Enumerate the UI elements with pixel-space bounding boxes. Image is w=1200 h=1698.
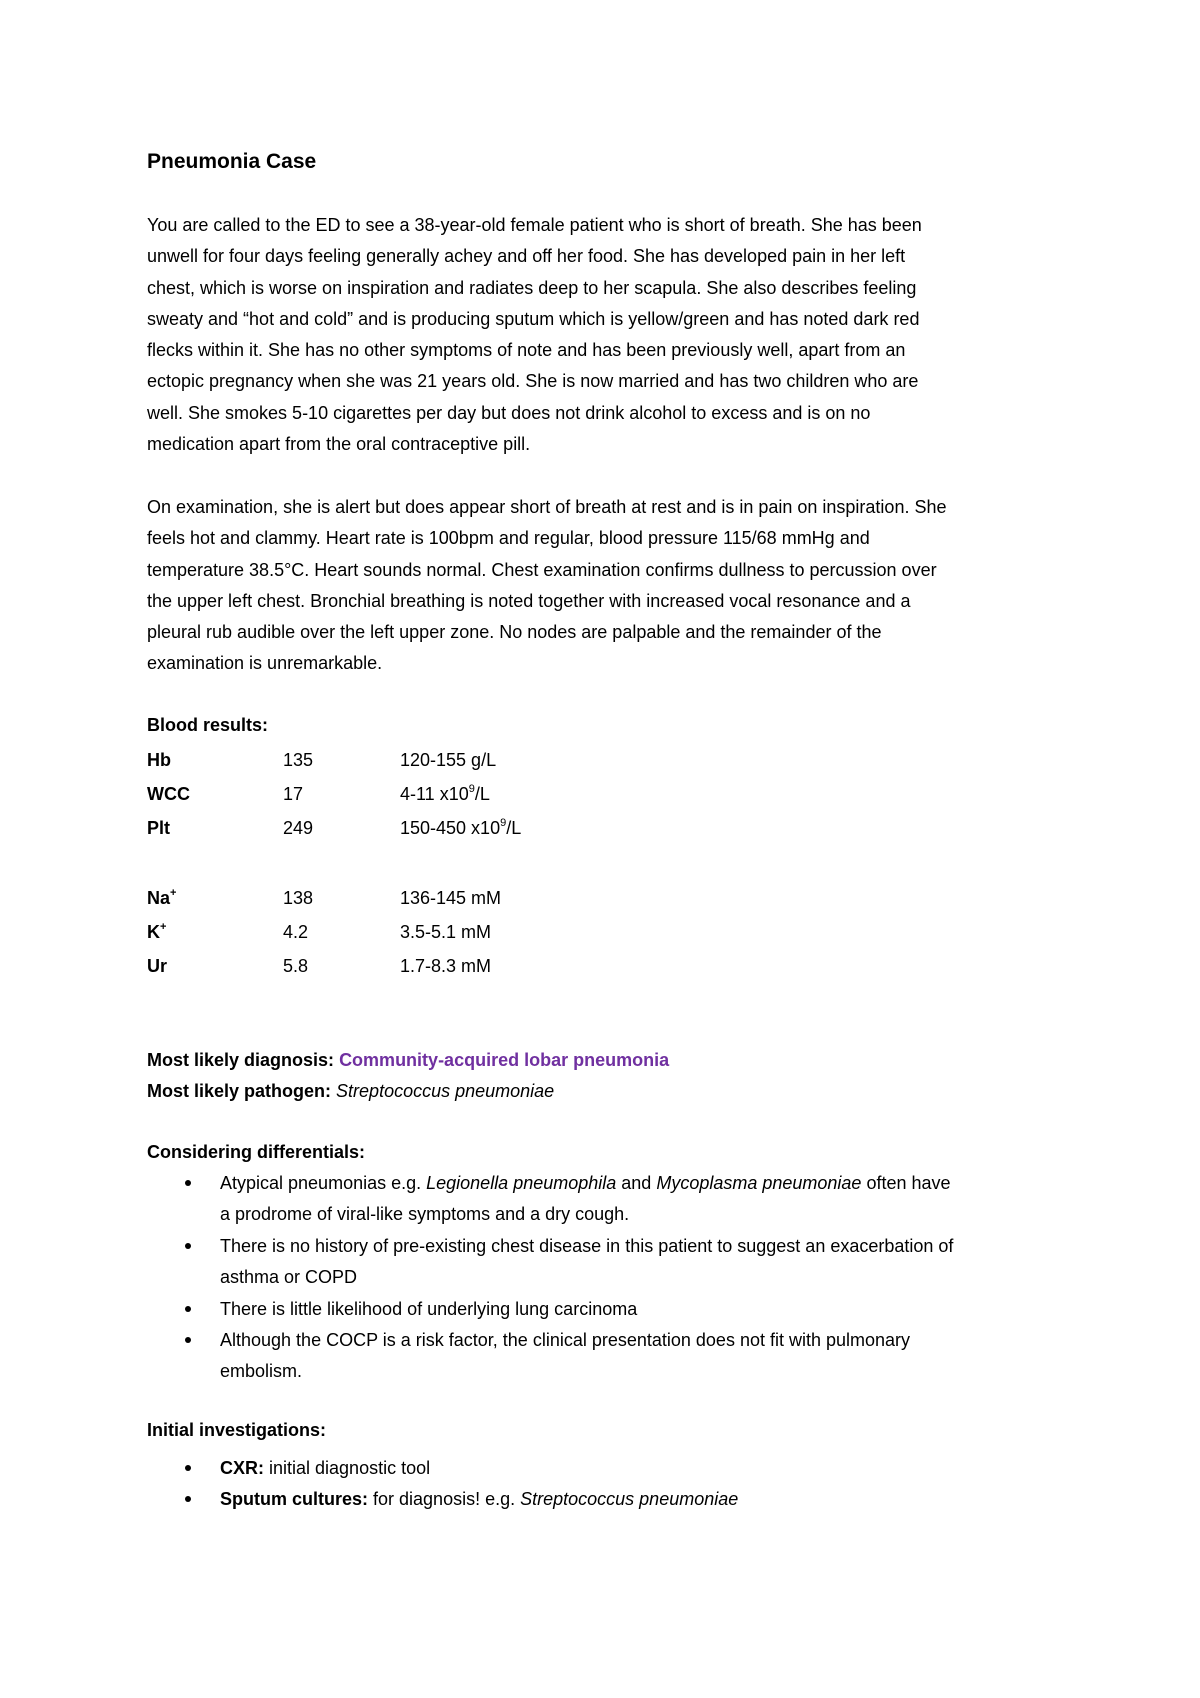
test-name: Ur	[147, 956, 168, 976]
case-history-paragraph	[147, 210, 1077, 460]
diagnosis-line	[147, 1050, 669, 1071]
reference-range: 136-145 mM	[400, 888, 502, 908]
investigations-heading: Initial investigations:	[147, 1420, 327, 1440]
test-value: 4.2	[283, 922, 309, 942]
test-value: 17	[283, 784, 304, 804]
list-item-text: CXR: initial diagnostic tool	[220, 1458, 431, 1478]
blood-results-heading: Blood results:	[147, 715, 269, 735]
paragraph-line: well. She smokes 5-10 cigarettes per day but does not drink alcohol to excess and is on no	[147, 402, 871, 423]
paragraph-line: feels hot and clammy. Heart rate is 100bpm and regular, blood pressure 115/68 mmHg and	[147, 528, 870, 549]
paragraph-line: On examination, she is alert but does appear short of breath at rest and is in pain on inspiration. She	[147, 497, 947, 517]
paragraph-line: medication apart from the oral contraceptive pill.	[147, 434, 531, 455]
bullet-icon	[185, 1243, 191, 1249]
paragraph-line: You are called to the ED to see a 38-year-old female patient who is short of breath. She has been	[147, 215, 922, 235]
list-item-text: embolism.	[220, 1361, 303, 1381]
paragraph-line: ectopic pregnancy when she was 21 years old. She is now married and has two children who are	[147, 371, 919, 392]
bullet-icon	[185, 1180, 191, 1186]
paragraph-line: sweaty and “hot and cold” and is producing sputum which is yellow/green and has noted dark red	[147, 308, 920, 329]
bullet-icon	[185, 1496, 191, 1502]
list-item-text: Atypical pneumonias e.g. Legionella pneumophila and Mycoplasma pneumoniae often have	[220, 1173, 951, 1193]
bullet-icon	[185, 1306, 191, 1312]
reference-range: 3.5-5.1 mM	[400, 922, 492, 942]
list-item-text: a prodrome of viral-like symptoms and a dry cough.	[220, 1204, 630, 1224]
paragraph-line: pleural rub audible over the left upper zone. No nodes are palpable and the remainder of the	[147, 622, 882, 643]
test-value: 135	[283, 750, 314, 770]
differentials-heading: Considering differentials:	[147, 1142, 366, 1162]
paragraph-line: examination is unremarkable.	[147, 653, 383, 674]
bullet-icon	[185, 1465, 191, 1471]
paragraph-line: the upper left chest. Bronchial breathing is noted together with increased vocal resonance and a	[147, 590, 911, 611]
test-name: Hb	[147, 750, 171, 770]
list-item-text: asthma or COPD	[220, 1267, 358, 1287]
examination-paragraph	[147, 492, 1077, 680]
pathogen-line	[147, 1081, 554, 1102]
paragraph-line: chest, which is worse on inspiration and radiates deep to her scapula. She also describes feeling	[147, 277, 917, 298]
list-item-text: Although the COCP is a risk factor, the clinical presentation does not fit with pulmonary	[220, 1330, 911, 1350]
reference-range: 4-11 $x10^9/L$	[400, 783, 490, 804]
list-item-text: Sputum cultures: for diagnosis! e.g. Streptococcus pneumoniae	[220, 1489, 739, 1509]
test-name: Na+	[147, 887, 177, 908]
paragraph-line: temperature 38.5°C. Heart sounds normal. Chest examination confirms dullness to percussion over	[147, 559, 937, 580]
list-item-text: There is little likelihood of underlying lung carcinoma	[220, 1299, 638, 1319]
reference-range: 150-450 $x10^9/L$	[400, 817, 522, 838]
test-name: Plt	[147, 818, 171, 838]
test-value: 249	[283, 818, 314, 838]
diagnosis-label: Most likely diagnosis:	[147, 1050, 335, 1070]
pathogen-value: Streptococcus pneumoniae	[336, 1081, 555, 1101]
paragraph-line: flecks within it. She has no other symptoms of note and has been previously well, apart from an	[147, 340, 906, 361]
reference-range: 1.7-8.3 mM	[400, 956, 492, 976]
test-name: WCC	[147, 784, 190, 804]
test-value: 138	[283, 888, 314, 908]
diagnosis-value: Community-acquired lobar pneumonia	[339, 1050, 670, 1070]
test-name: K+	[147, 921, 167, 942]
list-item-text: There is no history of pre-existing chest disease in this patient to suggest an exacerbation of	[220, 1236, 954, 1256]
document-title: Pneumonia Case	[147, 150, 317, 173]
bullet-icon	[185, 1337, 191, 1343]
test-value: 5.8	[283, 956, 309, 976]
reference-range: 120-155 g/L	[400, 750, 497, 770]
pathogen-label: Most likely pathogen:	[147, 1081, 332, 1101]
paragraph-line: unwell for four days feeling generally achey and off her food. She has developed pain in her left	[147, 246, 906, 267]
